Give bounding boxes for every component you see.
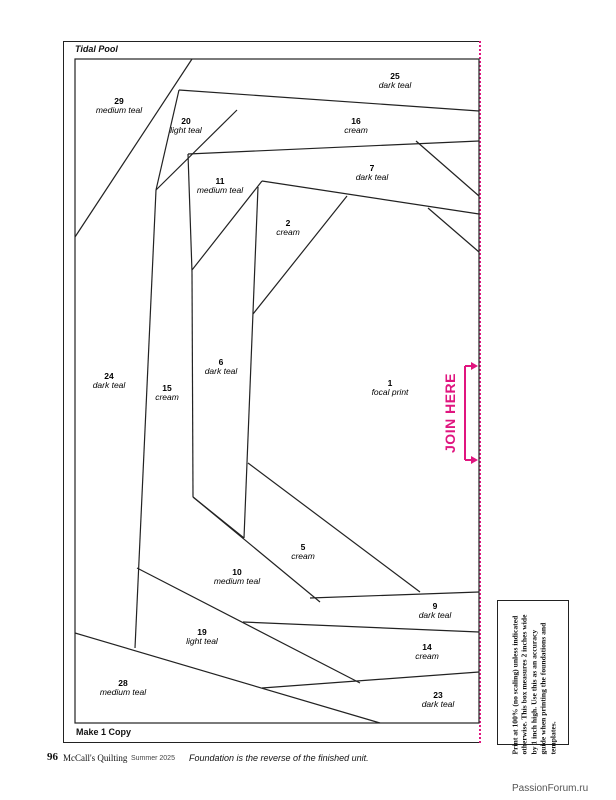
piece-name-11: medium teal [196,185,244,195]
seam-6-right [244,187,258,538]
magazine-name: McCall's Quilting [63,753,128,763]
piece-name-20: light teal [170,125,202,135]
piece-num-14: 14 [422,642,432,652]
piece-num-29: 29 [114,96,124,106]
join-here-label: JOIN HERE [442,373,458,453]
join-here-marker [440,360,480,470]
seam-15-right [188,154,192,272]
issue-season: Summer 2025 [131,755,175,762]
piece-num-7: 7 [369,163,375,173]
seam-6-left [192,272,193,497]
piece-num-11: 11 [215,176,225,186]
seam-16-lower [188,141,479,154]
piece-name-24: dark teal [92,380,126,390]
seam-7-corner [416,141,479,196]
page-number: 96 [47,751,58,763]
piece-num-9: 9 [432,601,438,611]
print-scale-note: Print at 100% (no scaling) unless indicated otherwise. This box measures 2 inches wide by 1 inch high. Use this as an accuracy guide when printing the foundations and templates. [510,614,558,755]
join-bracket-icon [440,360,480,470]
seam-2-lower [253,196,347,314]
seam-20-left [156,90,179,190]
piece-num-23: 23 [433,690,443,700]
piece-name-6: dark teal [204,366,238,376]
seam-7-lower [262,181,479,214]
foundation-note: Foundation is the reverse of the finished unit. [189,753,369,763]
piece-name-29: medium teal [95,105,143,115]
pattern-title: Tidal Pool [75,44,118,54]
piece-num-2: 2 [285,218,291,228]
piece-name-7: dark teal [355,172,389,182]
piece-name-1: focal print [371,387,409,397]
piece-num-19: 19 [197,627,207,637]
seam-14-upper [243,622,479,632]
watermark: PassionForum.ru [512,783,589,794]
piece-name-10: medium teal [213,576,261,586]
piece-num-10: 10 [232,567,242,577]
seam-9-upper [310,592,479,598]
piece-num-5: 5 [300,542,306,552]
piece-num-28: 28 [118,678,128,688]
seam-20-lower [156,110,237,190]
piece-name-9: dark teal [418,610,452,620]
seam-29-24 [75,59,192,237]
piece-name-14: cream [415,651,439,661]
piece-name-19: light teal [186,636,218,646]
seam-1-corner [428,208,479,252]
piece-name-23: dark teal [421,699,455,709]
piece-num-24: 24 [104,371,114,381]
piece-num-16: 16 [351,116,361,126]
piece-name-15: cream [155,392,179,402]
piece-name-28: medium teal [99,687,147,697]
piece-num-6: 6 [218,357,224,367]
print-scale-box [497,600,569,755]
piece-num-1: 1 [387,378,393,388]
piece-num-15: 15 [162,383,172,393]
piece-name-16: cream [344,125,368,135]
seam-15-left [135,190,156,648]
seam-5-upper [248,463,420,592]
piece-name-5: cream [291,551,315,561]
piece-name-25: dark teal [378,80,412,90]
piece-name-2: cream [276,227,300,237]
seam-25-lower [179,90,479,111]
seam-23-upper [262,672,479,688]
piece-num-25: 25 [390,71,400,81]
piece-num-20: 20 [181,116,191,126]
make-copy-note: Make 1 Copy [76,727,132,737]
